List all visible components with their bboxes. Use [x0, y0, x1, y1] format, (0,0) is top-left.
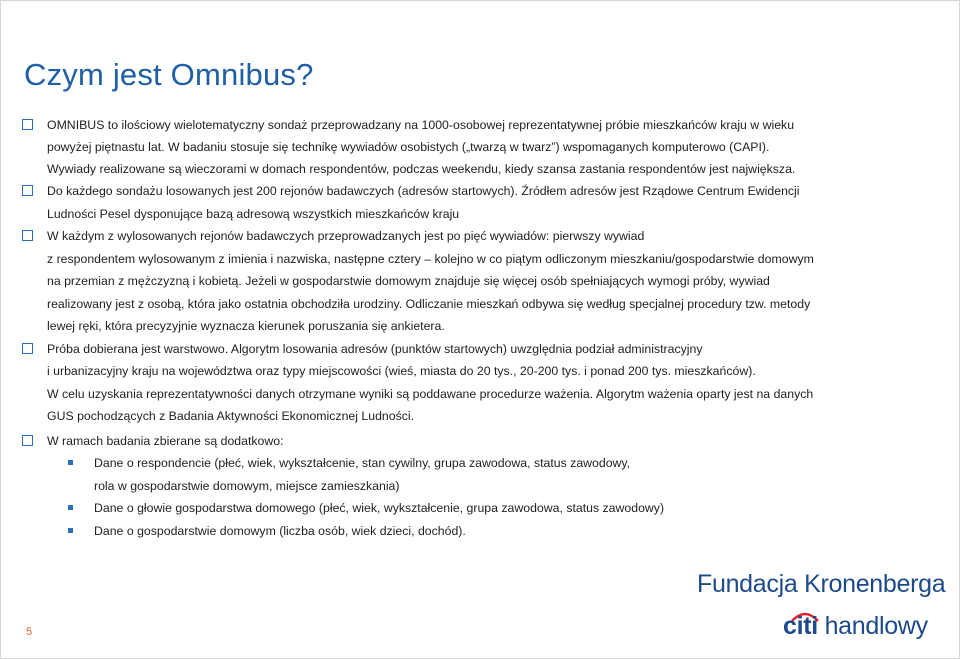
square-bullet-icon — [68, 528, 73, 533]
bullet-text — [47, 114, 837, 180]
square-bullet-icon — [68, 460, 73, 465]
text-line: Dane o głowie gospodarstwa domowego (płeć, wiek, wykształcenie, grupa zawodowa, status zawodowy) — [94, 501, 665, 515]
text-line: Dane o respondencie (płeć, wiek, wykształcenie, stan cywilny, grupa zawodowa, status zawodowy, — [94, 456, 631, 470]
bullet-item — [22, 114, 837, 180]
slide-content — [22, 114, 837, 542]
page-number: 5 — [26, 626, 33, 638]
text-line: GUS pochodzących z Badania Aktywności Ekonomicznej Ludności. — [47, 409, 415, 423]
sub-bullet-text — [94, 497, 837, 520]
text-line: Do każdego sondażu losowanych jest 200 rejonów badawczych (adresów startowych). Źródłem adresów jest Rządowe Centrum Ewidencji — [47, 184, 800, 198]
bullet-text — [47, 338, 837, 428]
bullet-text — [47, 225, 837, 338]
text-line: Wywiady realizowane są wieczorami w domach respondentów, podczas weekendu, kiedy szansa zastania respondentów jest największa. — [47, 162, 796, 176]
checkbox-bullet-icon — [22, 230, 33, 241]
text-line: OMNIBUS to ilościowy wielotematyczny sondaż przeprowadzany na 1000-osobowej reprezentatywnej próbie mieszkańców kraju w wieku — [47, 118, 795, 132]
sub-bullet-item — [68, 497, 837, 520]
text-line: Próba dobierana jest warstwowo. Algorytm losowania adresów (punktów startowych) uwzględnia podział administracyjny — [47, 341, 703, 356]
citi-handlowy-logo — [783, 612, 928, 641]
handlowy-wordmark: handlowy — [824, 612, 928, 640]
text-line: realizowany jest z osobą, która jako ostatnia obchodziła urodziny. Odliczanie mieszkań odbywa się według specjalnej procedury tzw. metody — [47, 296, 811, 311]
sub-bullet-text — [94, 452, 837, 497]
text-line: lewej ręki, która precyzyjnie wyznacza kierunek poruszania się ankietera. — [47, 319, 445, 333]
citi-wordmark: citi — [783, 612, 818, 640]
checkbox-bullet-icon — [22, 435, 33, 446]
text-line: Ludności Pesel dysponujące bazą adresową wszystkich mieszkańców kraju — [47, 206, 460, 221]
checkbox-bullet-icon — [22, 343, 33, 354]
text-line: na przemian z mężczyzną i kobietą. Jeżeli w gospodarstwie domowym znajduje się więcej osób spełniających wymogi próby, wywiad — [47, 274, 770, 288]
bullet-item — [22, 225, 837, 338]
text-line: rola w gospodarstwie domowym, miejsce zamieszkania) — [94, 478, 400, 493]
sub-bullet-text — [94, 520, 837, 543]
text-line: W ramach badania zbierane są dodatkowo: — [47, 433, 284, 448]
text-line: W każdym z wylosowanych rejonów badawczych przeprowadzanych jest po pięć wywiadów: pierwszy wywiad — [47, 229, 645, 243]
bullet-item — [22, 338, 837, 428]
fundacja-kronenberga-logo: Fundacja Kronenberga — [697, 570, 946, 598]
checkbox-bullet-icon — [22, 119, 33, 130]
square-bullet-icon — [68, 505, 73, 510]
text-line: Dane o gospodarstwie domowym (liczba osób, wiek dzieci, dochód). — [94, 523, 466, 538]
text-line: i urbanizacyjny kraju na województwa oraz typy miejscowości (wieś, miasta do 20 tys., 20-200 tys. i ponad 200 tys. mieszkańców). — [47, 364, 756, 378]
checkbox-bullet-icon — [22, 185, 33, 196]
sub-bullet-item — [68, 452, 837, 497]
slide-title: Czym jest Omnibus? — [24, 56, 314, 92]
bullet-text — [47, 180, 837, 225]
text-line: powyżej piętnastu lat. W badaniu stosuje się technikę wywiadów osobistych („twarzą w twarz”) wspomaganych komputerowo (CAPI). — [47, 140, 770, 154]
bullet-text — [47, 430, 837, 453]
text-line: W celu uzyskania reprezentatywności danych otrzymane wyniki są poddawane procedurze ważenia. Algorytm ważenia oparty jest na danych — [47, 386, 814, 401]
bullet-item — [22, 430, 837, 453]
bullet-item — [22, 180, 837, 225]
text-line: z respondentem wylosowanym z imienia i nazwiska, następne cztery – kolejno w co piątym odliczonym mieszkaniu/gospodarstwie domowym — [47, 251, 814, 266]
sub-bullet-item — [68, 520, 837, 543]
